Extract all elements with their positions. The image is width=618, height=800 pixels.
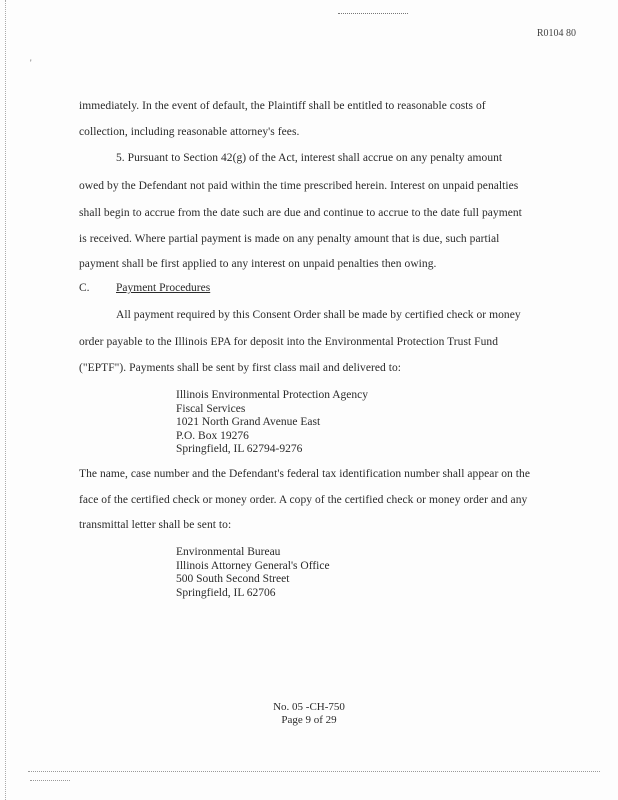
body-line: ("EPTF"). Payments shall be sent by first class mail and delivered to:	[79, 362, 402, 374]
address-line: Environmental Bureau	[176, 546, 281, 558]
body-line: All payment required by this Consent Order shall be made by certified check or money	[116, 309, 521, 321]
scan-artifact-top	[338, 13, 408, 14]
body-line: collection, including reasonable attorney's fees.	[79, 126, 300, 138]
stray-mark: '	[30, 58, 32, 68]
mailing-address-ag	[176, 546, 330, 600]
scan-artifact-left	[5, 0, 6, 800]
address-line: Fiscal Services	[176, 402, 246, 415]
body-line: owed by the Defendant not paid within the time prescribed herein. Interest on unpaid penalties	[79, 180, 519, 192]
scan-artifact-bottom	[28, 771, 600, 772]
address-line: Illinois Environmental Protection Agency	[176, 389, 368, 401]
address-line: P.O. Box 19276	[176, 429, 249, 442]
body-line: order payable to the Illinois EPA for deposit into the Environmental Protection Trust Fund	[79, 336, 498, 348]
address-line: Springfield, IL 62794-9276	[176, 443, 303, 455]
body-line: The name, case number and the Defendant's federal tax identification number shall appear on the	[79, 468, 530, 480]
body-line: 5. Pursuant to Section 42(g) of the Act, interest shall accrue on any penalty amount	[116, 152, 503, 164]
address-line: 1021 North Grand Avenue East	[176, 416, 321, 428]
address-line: Springfield, IL 62706	[176, 586, 276, 599]
address-line: Illinois Attorney General's Office	[176, 559, 330, 572]
section-letter: C.	[79, 282, 90, 294]
body-line: shall begin to accrue from the date such are due and continue to accrue to the date full payment	[79, 207, 522, 219]
body-line: transmittal letter shall be sent to:	[79, 519, 232, 531]
mailing-address-epa	[176, 389, 368, 457]
body-line: face of the certified check or money order. A copy of the certified check or money order and any	[79, 494, 528, 506]
scan-artifact-bottom-2	[30, 780, 70, 781]
footer-page-number: Page 9 of 29	[281, 714, 337, 726]
address-line: 500 South Second Street	[176, 573, 290, 585]
section-heading: Payment Procedures	[116, 282, 211, 294]
body-line: immediately. In the event of default, the Plaintiff shall be entitled to reasonable costs of	[79, 100, 486, 112]
body-line: is received. Where partial payment is made on any penalty amount that is due, such partial	[79, 233, 500, 245]
footer-case-number: No. 05 -CH-750	[273, 701, 345, 713]
bates-number: R0104 80	[536, 28, 576, 39]
body-line: payment shall be first applied to any interest on unpaid penalties then owing.	[79, 258, 437, 270]
